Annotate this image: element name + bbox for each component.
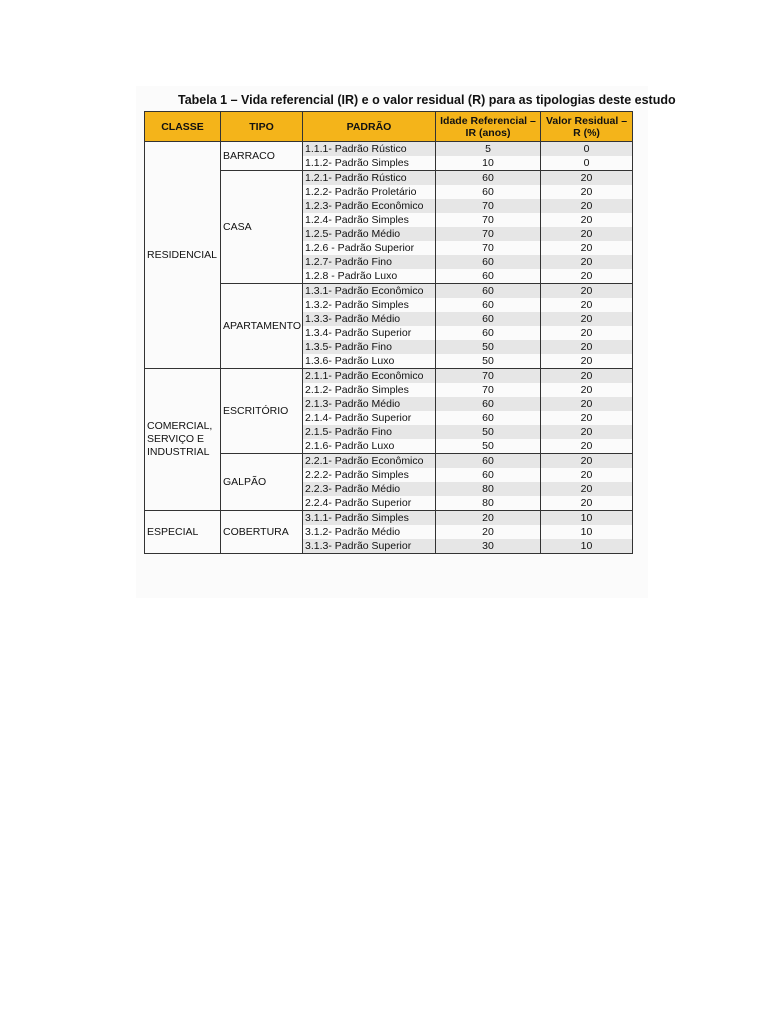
header-idade-line1: Idade Referencial – — [440, 114, 536, 127]
cell-valor-residual: 20 — [541, 284, 633, 299]
header-tipo: TIPO — [221, 112, 303, 142]
cell-valor-residual: 20 — [541, 397, 633, 411]
cell-classe: ESPECIAL — [145, 511, 221, 554]
cell-idade-referencial: 70 — [436, 199, 541, 213]
cell-valor-residual: 20 — [541, 411, 633, 425]
cell-idade-referencial: 10 — [436, 156, 541, 171]
cell-padrao: 3.1.1- Padrão Simples — [303, 511, 436, 526]
cell-idade-referencial: 5 — [436, 142, 541, 157]
cell-padrao: 1.2.5- Padrão Médio — [303, 227, 436, 241]
cell-idade-referencial: 30 — [436, 539, 541, 554]
header-valor-line2: R (%) — [573, 126, 600, 139]
cell-padrao: 2.2.2- Padrão Simples — [303, 468, 436, 482]
cell-padrao: 1.3.2- Padrão Simples — [303, 298, 436, 312]
cell-tipo: COBERTURA — [221, 511, 303, 554]
cell-idade-referencial: 60 — [436, 454, 541, 469]
cell-padrao: 2.2.1- Padrão Econômico — [303, 454, 436, 469]
cell-valor-residual: 20 — [541, 227, 633, 241]
cell-padrao: 1.3.5- Padrão Fino — [303, 340, 436, 354]
cell-padrao: 1.2.7- Padrão Fino — [303, 255, 436, 269]
cell-idade-referencial: 70 — [436, 213, 541, 227]
cell-idade-referencial: 60 — [436, 284, 541, 299]
table-row — [145, 511, 633, 526]
cell-valor-residual: 20 — [541, 171, 633, 186]
table-row — [145, 369, 633, 384]
cell-idade-referencial: 70 — [436, 369, 541, 384]
cell-padrao: 1.2.2- Padrão Proletário — [303, 185, 436, 199]
header-padrao: PADRÃO — [303, 112, 436, 142]
cell-padrao: 2.1.4- Padrão Superior — [303, 411, 436, 425]
cell-valor-residual: 0 — [541, 156, 633, 171]
cell-padrao: 1.2.6 - Padrão Superior — [303, 241, 436, 255]
header-classe: CLASSE — [145, 112, 221, 142]
table-header-row — [145, 112, 633, 142]
cell-padrao: 2.1.3- Padrão Médio — [303, 397, 436, 411]
cell-valor-residual: 20 — [541, 199, 633, 213]
cell-valor-residual: 20 — [541, 383, 633, 397]
cell-idade-referencial: 50 — [436, 354, 541, 369]
header-valor-line1: Valor Residual – — [545, 114, 628, 127]
cell-idade-referencial: 60 — [436, 171, 541, 186]
cell-valor-residual: 20 — [541, 439, 633, 454]
cell-padrao: 1.3.4- Padrão Superior — [303, 326, 436, 340]
cell-padrao: 1.3.6- Padrão Luxo — [303, 354, 436, 369]
cell-tipo: CASA — [221, 171, 303, 284]
cell-idade-referencial: 70 — [436, 241, 541, 255]
cell-padrao: 2.2.3- Padrão Médio — [303, 482, 436, 496]
cell-valor-residual: 20 — [541, 312, 633, 326]
cell-tipo: ESCRITÓRIO — [221, 369, 303, 454]
cell-valor-residual: 20 — [541, 241, 633, 255]
cell-padrao: 2.1.2- Padrão Simples — [303, 383, 436, 397]
cell-valor-residual: 20 — [541, 425, 633, 439]
cell-valor-residual: 10 — [541, 511, 633, 526]
header-idade-referencial — [436, 112, 541, 142]
cell-padrao: 2.1.5- Padrão Fino — [303, 425, 436, 439]
cell-idade-referencial: 60 — [436, 326, 541, 340]
cell-classe: RESIDENCIAL — [145, 142, 221, 369]
cell-idade-referencial: 60 — [436, 312, 541, 326]
cell-padrao: 2.1.6- Padrão Luxo — [303, 439, 436, 454]
cell-valor-residual: 20 — [541, 496, 633, 511]
cell-tipo: APARTAMENTO — [221, 284, 303, 369]
cell-idade-referencial: 80 — [436, 482, 541, 496]
cell-idade-referencial: 50 — [436, 425, 541, 439]
cell-idade-referencial: 60 — [436, 298, 541, 312]
cell-valor-residual: 20 — [541, 354, 633, 369]
cell-valor-residual: 10 — [541, 525, 633, 539]
cell-padrao: 3.1.3- Padrão Superior — [303, 539, 436, 554]
cell-idade-referencial: 20 — [436, 511, 541, 526]
table-row — [145, 142, 633, 157]
cell-idade-referencial: 60 — [436, 185, 541, 199]
cell-valor-residual: 20 — [541, 454, 633, 469]
cell-valor-residual: 20 — [541, 269, 633, 284]
cell-padrao: 1.3.1- Padrão Econômico — [303, 284, 436, 299]
cell-padrao: 2.1.1- Padrão Econômico — [303, 369, 436, 384]
cell-padrao: 1.1.2- Padrão Simples — [303, 156, 436, 171]
cell-idade-referencial: 70 — [436, 227, 541, 241]
cell-idade-referencial: 60 — [436, 468, 541, 482]
cell-valor-residual: 20 — [541, 255, 633, 269]
cell-padrao: 1.2.4- Padrão Simples — [303, 213, 436, 227]
cell-valor-residual: 0 — [541, 142, 633, 157]
header-valor-residual — [541, 112, 633, 142]
header-idade-line2: IR (anos) — [465, 126, 511, 139]
cell-valor-residual: 20 — [541, 482, 633, 496]
cell-valor-residual: 20 — [541, 326, 633, 340]
cell-valor-residual: 20 — [541, 298, 633, 312]
cell-idade-referencial: 50 — [436, 439, 541, 454]
cell-valor-residual: 20 — [541, 468, 633, 482]
cell-idade-referencial: 60 — [436, 269, 541, 284]
cell-valor-residual: 20 — [541, 369, 633, 384]
cell-valor-residual: 20 — [541, 213, 633, 227]
cell-padrao: 1.2.3- Padrão Econômico — [303, 199, 436, 213]
cell-idade-referencial: 20 — [436, 525, 541, 539]
cell-valor-residual: 20 — [541, 340, 633, 354]
cell-idade-referencial: 80 — [436, 496, 541, 511]
table-title: Tabela 1 – Vida referencial (IR) e o valor residual (R) para as tipologias deste estudo — [178, 93, 676, 107]
cell-valor-residual: 20 — [541, 185, 633, 199]
cell-classe: COMERCIAL, SERVIÇO E INDUSTRIAL — [145, 369, 221, 511]
cell-padrao: 1.2.8 - Padrão Luxo — [303, 269, 436, 284]
tipologias-table — [144, 111, 633, 554]
cell-idade-referencial: 60 — [436, 397, 541, 411]
cell-idade-referencial: 70 — [436, 383, 541, 397]
cell-tipo: BARRACO — [221, 142, 303, 171]
cell-padrao: 2.2.4- Padrão Superior — [303, 496, 436, 511]
cell-idade-referencial: 50 — [436, 340, 541, 354]
cell-idade-referencial: 60 — [436, 255, 541, 269]
table-body — [145, 142, 633, 554]
cell-padrao: 3.1.2- Padrão Médio — [303, 525, 436, 539]
cell-idade-referencial: 60 — [436, 411, 541, 425]
cell-tipo: GALPÃO — [221, 454, 303, 511]
cell-padrao: 1.3.3- Padrão Médio — [303, 312, 436, 326]
cell-padrao: 1.1.1- Padrão Rústico — [303, 142, 436, 157]
cell-valor-residual: 10 — [541, 539, 633, 554]
cell-padrao: 1.2.1- Padrão Rústico — [303, 171, 436, 186]
